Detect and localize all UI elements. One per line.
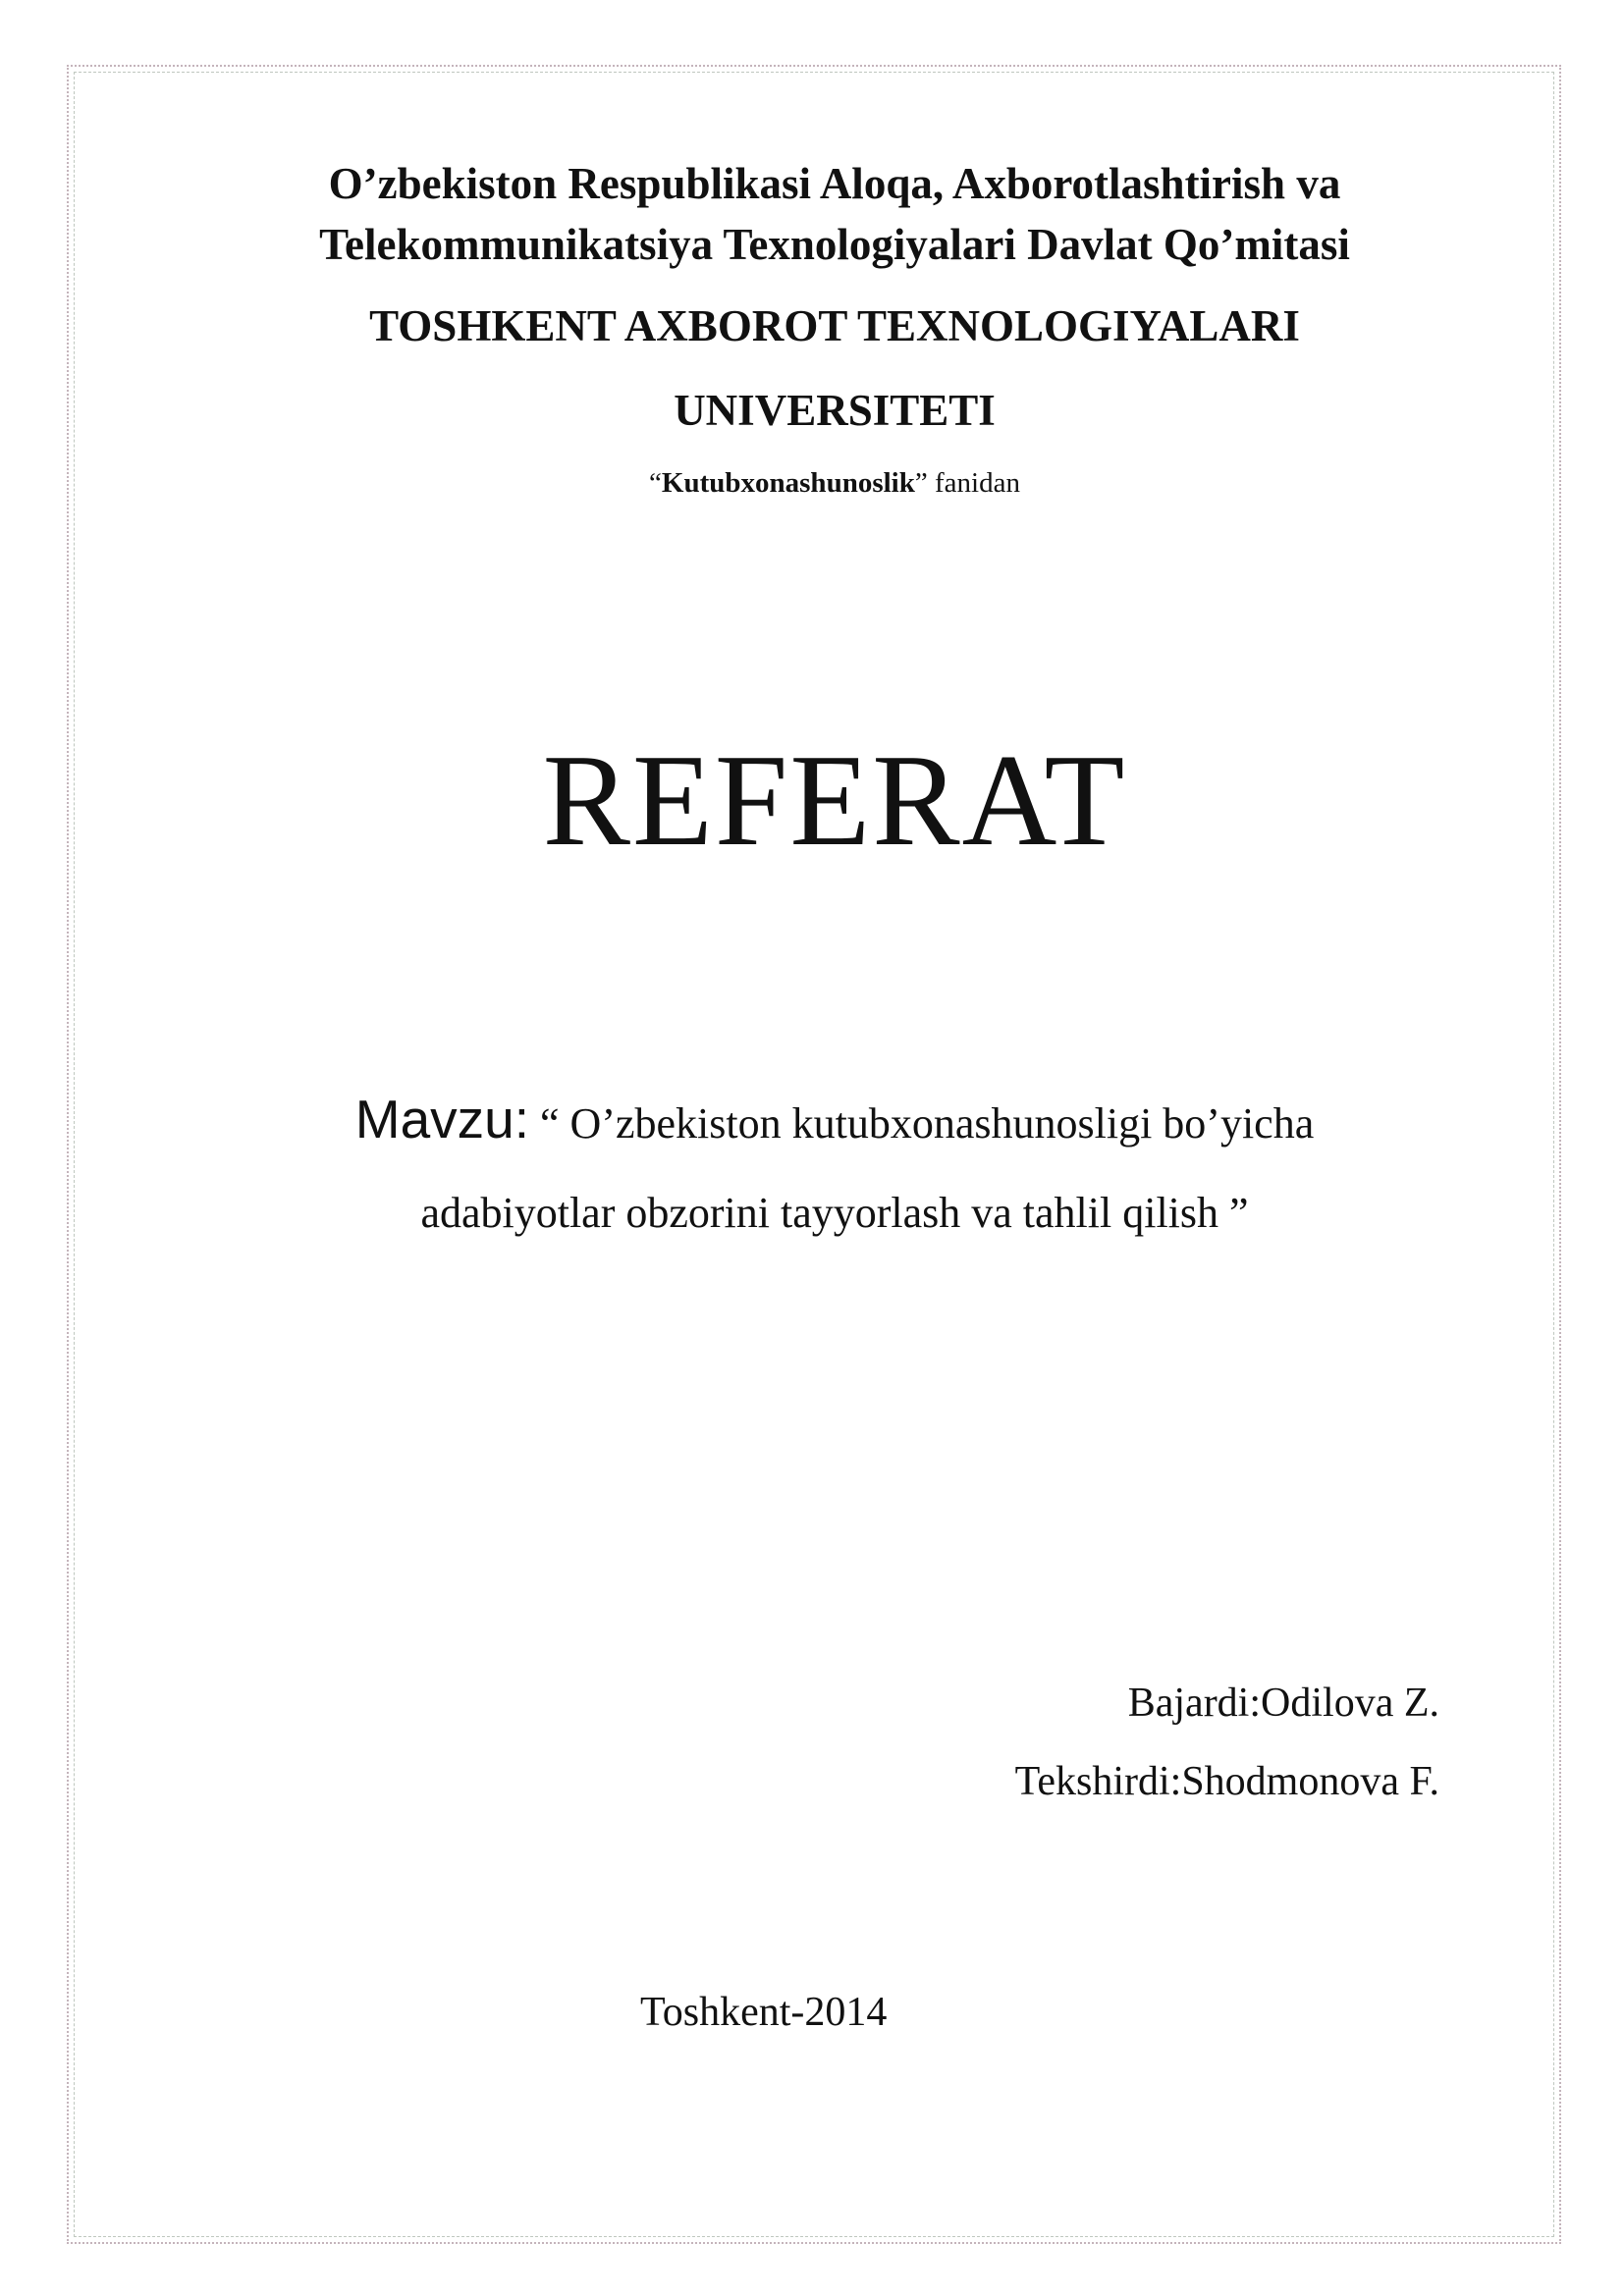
topic-label: Mavzu: [354,1089,530,1149]
university-heading-line1: TOSHKENT AXBOROT TEXNOLOGIYALARI [369,301,1300,350]
university-heading-line2: UNIVERSITETI [674,386,996,435]
subject-name: Kutubxonashunoslik [661,467,915,499]
performed-by: Bajardi:Odilova Z. [1127,1681,1439,1726]
topic-line2: adabiyotlar obzorini tayyorlash va tahlil qilish ” [420,1189,1249,1237]
document-title: REFERAT [542,727,1127,873]
subject-suffix: fanidan [927,467,1020,499]
topic-text-line1: “ O’zbekiston kutubxonashunosligi bo’yicha [529,1099,1315,1148]
ministry-heading-line2: Telekommunikatsiya Texnologiyalari Davlat Qo’mitasi [319,220,1350,269]
subject-open-quote: “ [649,467,662,499]
subject-line [79,467,1591,500]
subject-close-quote: ” [914,467,928,499]
checked-by: Tekshirdi:Shodmonova F. [1014,1759,1439,1804]
ministry-heading-line1: O’zbekiston Respublikasi Aloqa, Axborotlashtirish va [328,159,1341,208]
topic-line1 [79,1088,1591,1150]
place-and-year: Toshkent-2014 [640,1990,888,2035]
